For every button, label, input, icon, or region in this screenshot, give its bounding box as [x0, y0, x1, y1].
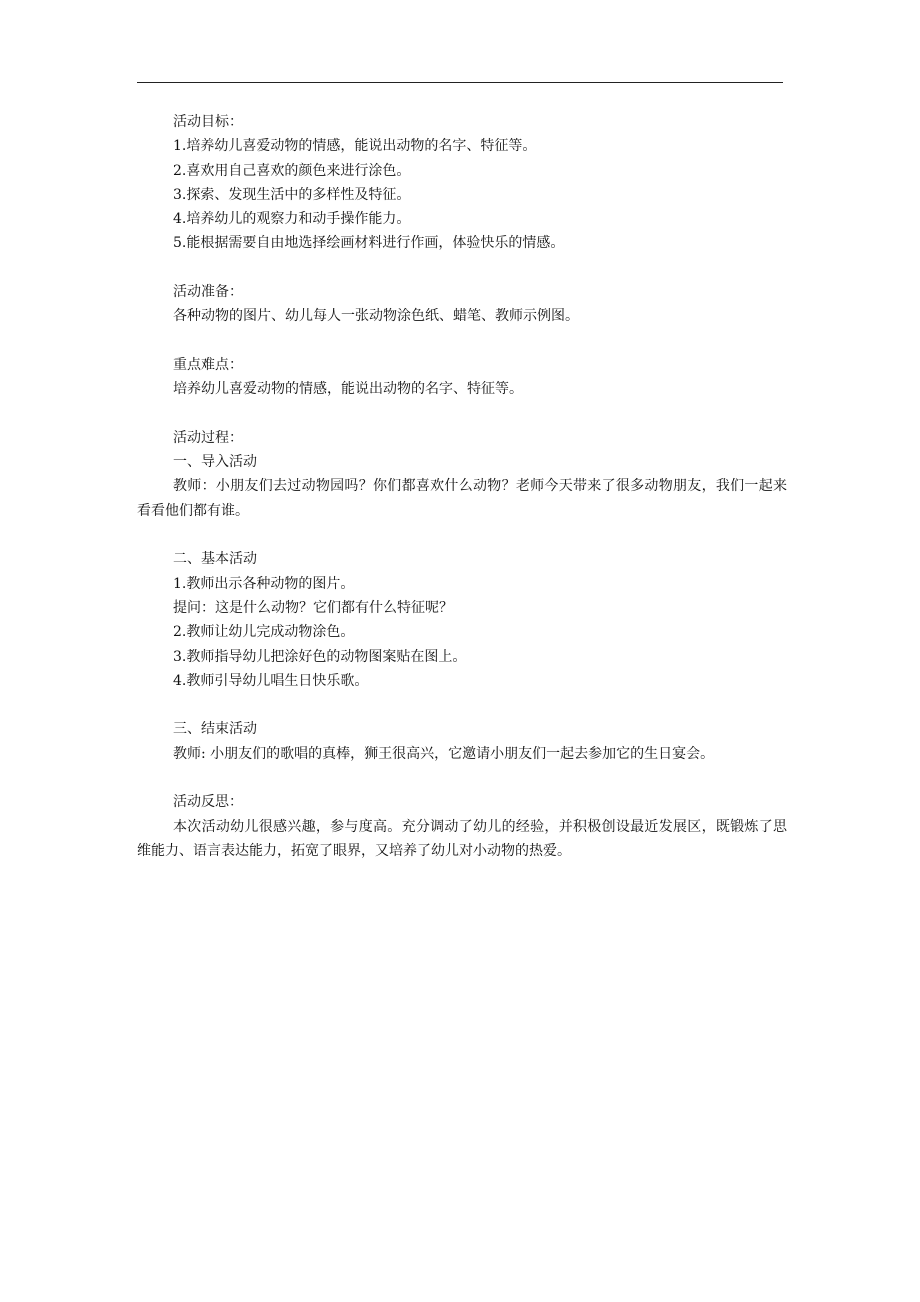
- goals-heading: 活动目标：: [173, 114, 243, 130]
- basic-item-4: 3.教师指导幼儿把涂好色的动物图案贴在图上。: [173, 648, 467, 665]
- key-points-text: 培养幼儿喜爱动物的情感，能说出动物的名字、特征等。: [173, 381, 523, 398]
- spacer: [137, 329, 787, 353]
- preparation-heading: 活动准备：: [173, 284, 243, 301]
- basic-item-2: 提问：这是什么动物？它们都有什么特征呢？: [173, 599, 453, 616]
- ending-title: 三、结束活动: [173, 721, 257, 738]
- ending-text: 教师: 小朋友们的歌唱的真棒，狮王很高兴，它邀请小朋友们一起去参加它的生日宴会。: [173, 745, 715, 762]
- spacer: [137, 402, 787, 426]
- reflection-paragraph: 本次活动幼儿很感兴趣，参与度高。充分调动了幼儿的经验，并积极创设最近发展区，既锻炼了思维能力、语言表达能力，拓宽了眼界，又培养了幼儿对小动物的热爱。: [137, 818, 787, 859]
- basic-item-1: 1.教师出示各种动物的图片。: [173, 575, 355, 592]
- preparation-text: 各种动物的图片、幼儿每人一张动物涂色纸、蜡笔、教师示例图。: [173, 308, 579, 325]
- goal-item-3: 3.探索、发现生活中的多样性及特征。: [173, 186, 411, 203]
- basic-item-5: 4.教师引导幼儿唱生日快乐歌。: [173, 672, 369, 689]
- key-points-heading: 重点难点：: [173, 356, 243, 373]
- spacer: [137, 693, 787, 717]
- goal-item-2: 2.喜欢用自己喜欢的颜色来进行涂色。: [173, 162, 411, 179]
- document-body: [137, 110, 787, 863]
- reflection-heading: 活动反思：: [173, 794, 243, 811]
- goal-item-1: 1.培养幼儿喜爱动物的情感，能说出动物的名字、特征等。: [173, 138, 537, 155]
- goal-item-5: 5.能根据需要自由地选择绘画材料进行作画，体验快乐的情感。: [173, 235, 565, 252]
- spacer: [137, 766, 787, 790]
- intro-title: 一、导入活动: [173, 454, 257, 471]
- goal-item-4: 4.培养幼儿的观察力和动手操作能力。: [173, 211, 411, 228]
- spacer: [137, 256, 787, 280]
- basic-item-3: 2.教师让幼儿完成动物涂色。: [173, 624, 355, 641]
- intro-paragraph: 教师：小朋友们去过动物园吗？你们都喜欢什么动物？老师今天带来了很多动物朋友，我们一起来看看他们都有谁。: [137, 478, 787, 519]
- header-rule: [137, 82, 783, 83]
- basic-title: 二、基本活动: [173, 551, 257, 568]
- spacer: [137, 523, 787, 547]
- process-heading: 活动过程：: [173, 429, 243, 446]
